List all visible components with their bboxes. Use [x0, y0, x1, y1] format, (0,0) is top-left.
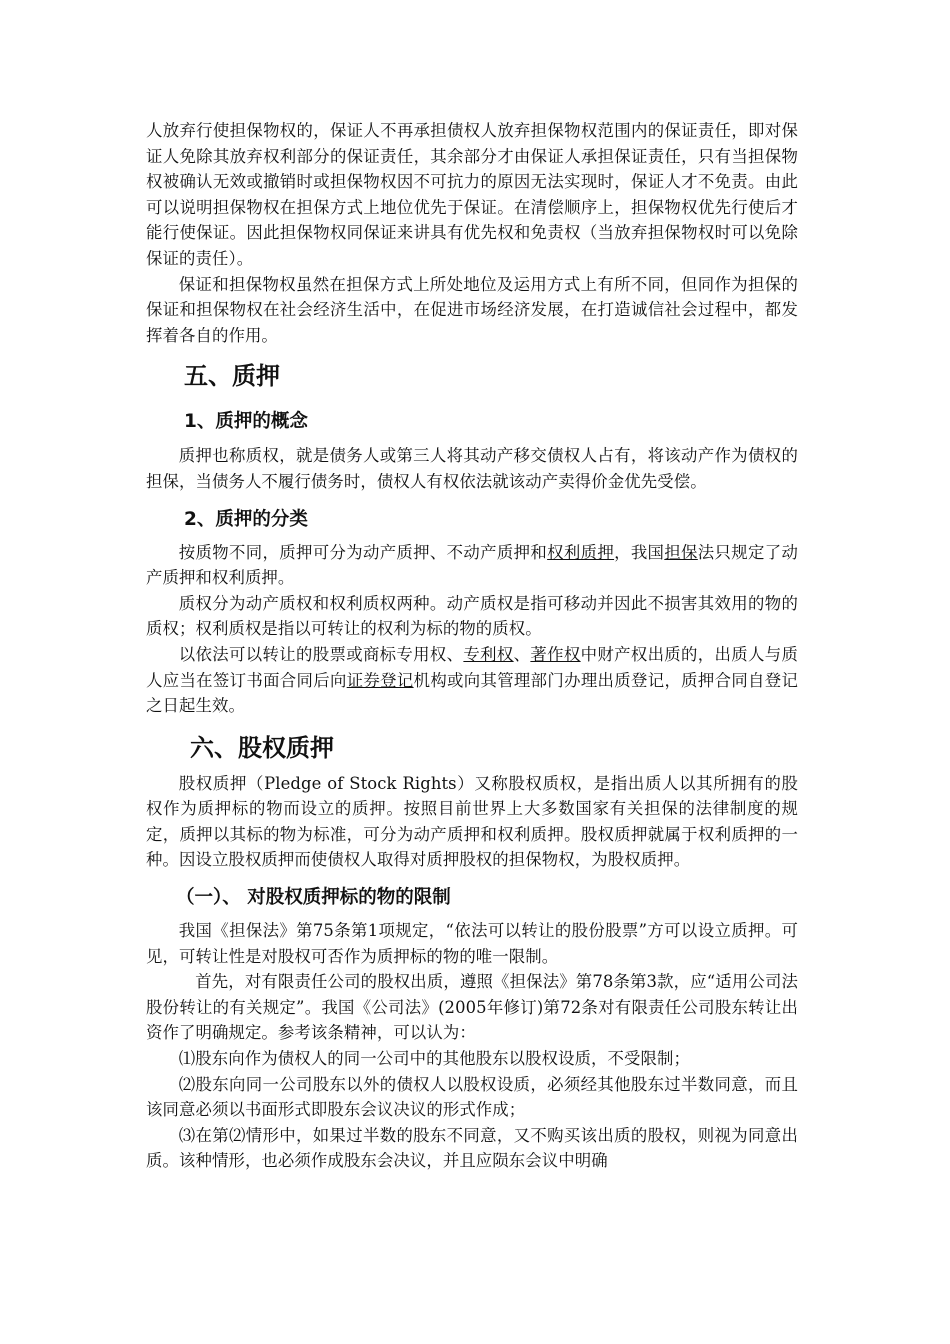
paragraph: 保证和担保物权虽然在担保方式上所处地位及运用方式上有所不同，但同作为担保的保证和担保物权在社会经济生活中，在促进市场经济发展，在打造诚信社会过程中，都发挥着各自的作用。 [146, 274, 798, 345]
subsection-heading: （一）、 对股权质押标的物的限制 [176, 887, 451, 909]
paragraph: 股权质押（Pledge of Stock Rights）又称股权质权，是指出质人以其所拥有的股权作为质押标的物而设立的质押。按照目前世界上大多数国家有关担保的法律制度的规定，质押以其标的物为标准，可分为动产质押和权利质押。股权质押就属于权利质押的一种。因设立股权质押而使债权人取得对质押股权的担保物权，为股权质押。 [146, 773, 798, 870]
link-quality-right[interactable]: 权利质押 [547, 542, 615, 562]
list-item: ⑴股东向作为债权人的同一公司中的其他股东以股权设质，不受限制； [178, 1049, 691, 1069]
paragraph [146, 642, 798, 719]
subsection-heading: 2、质押的分类 [184, 508, 308, 530]
text-run: 以依法可以转让的股票或商标专用权、 [178, 644, 464, 664]
paragraph: 人放弃行使担保物权的，保证人不再承担债权人放弃担保物权范围内的保证责任，即对保证人免除其放弃权利部分的保证责任，其余部分才由保证人承担保证责任，只有当担保物权被确认无效或撤销时或担保物权因不可抗力的原因无法实现时，保证人才不免责。由此可以说明担保物权在担保方式上地位优先于保证。在清偿顺序上，担保物权优先行使后才能行使保证。因此担保物权同保证来讲具有优先权和免责权（当放弃担保物权时可以免除保证的责任）。 [146, 121, 798, 268]
text-run: 法只规定了动产质押和权利质押。 [146, 542, 798, 588]
link-copyright[interactable]: 著作权 [530, 644, 581, 664]
text-run: 、 [513, 644, 531, 664]
subsection-heading: 1、质押的概念 [184, 411, 308, 433]
paragraph: 质押也称质权，就是债务人或第三人将其动产移交债权人占有，将该动产作为债权的担保，当债务人不履行债务时，债权人有权依法就该动产卖得价金优先受偿。 [146, 446, 798, 491]
section-heading: 五、质押 [184, 362, 280, 391]
link-guarantee[interactable]: 担保 [664, 542, 698, 562]
link-patent[interactable]: 专利权 [463, 644, 514, 664]
paragraph [146, 540, 798, 591]
link-securities-registration[interactable]: 证券登记 [346, 670, 414, 690]
text-run: 机构或向其管理部门办理出质登记，质押合同自登记之日起生效。 [146, 670, 798, 716]
list-item: ⑶在第⑵情形中，如果过半数的股东不同意，又不购买该出质的股权，则视为同意出质。该种情形，也必须作成股东会决议，并且应陨东会议中明确 [146, 1125, 798, 1171]
section-heading: 六、股权质押 [190, 733, 334, 762]
document-body [146, 118, 798, 1174]
text-run: 中财产权出质的，出质人与质人应当在签订书面合同后向 [146, 644, 798, 690]
paragraph: 我国《担保法》第75条第1项规定，“依法可以转让的股份股票”方可以设立质押。可见，可转让性是对股权可否作为质押标的物的唯一限制。 [146, 921, 798, 966]
text-run: ，我国 [614, 542, 665, 562]
list-item: ⑵股东向同一公司股东以外的债权人以股权设质，必须经其他股东过半数同意，而且该同意必须以书面形式即股东会议决议的形式作成； [146, 1074, 798, 1120]
text-run: 按质物不同，质押可分为动产质押、不动产质押和 [178, 542, 548, 562]
paragraph: 首先，对有限责任公司的股权出质，遵照《担保法》第78条第3款，应“适用公司法股份转让的有关规定”。我国《公司法》(2005年修订)第72条对有限责任公司股东转让出资作了明确规定。参考该条精神，可以认为： [146, 972, 798, 1043]
paragraph: 质权分为动产质权和权利质权两种。动产质权是指可移动并因此不损害其效用的物的质权；权利质权是指以可转让的权利为标的物的质权。 [146, 593, 798, 639]
